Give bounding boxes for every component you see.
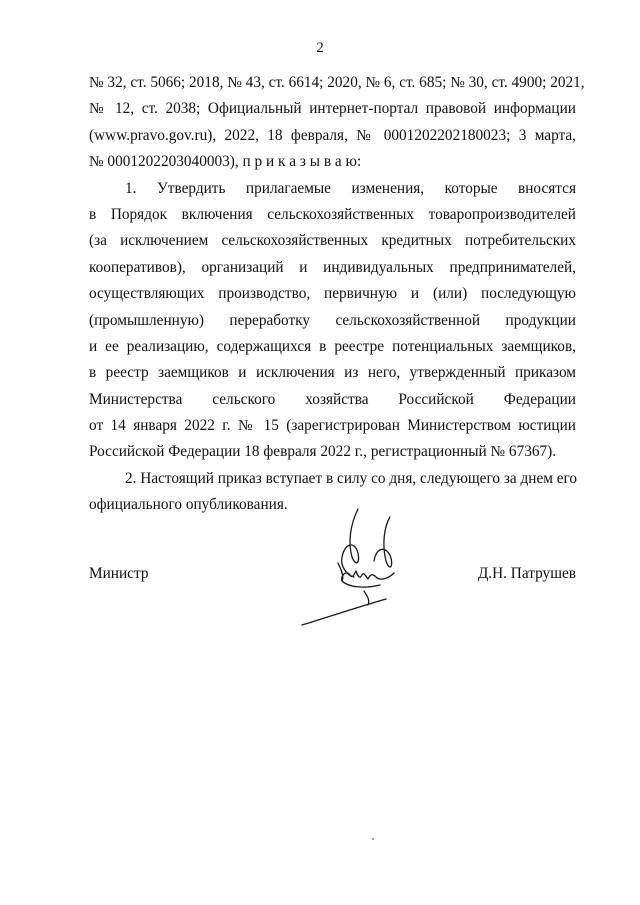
- text-line: Министерства сельского хозяйства Российской Федерации: [89, 390, 576, 408]
- page-number: 2: [316, 40, 324, 56]
- text-line: (за исключением сельскохозяйственных кредитных потребительских: [89, 232, 576, 250]
- text-line: кооперативов), организаций и индивидуальных предпринимателей,: [89, 258, 576, 276]
- text-line: осуществляющих производство, первичную и (или) последующую: [89, 285, 576, 303]
- text-line: официального опубликования.: [89, 496, 288, 514]
- paragraph-intro: [89, 70, 585, 176]
- text-line: 1. Утвердить прилагаемые изменения, которые вносятся: [125, 179, 576, 197]
- document-body: [89, 70, 585, 519]
- text-line: № 32, ст. 5066; 2018, № 43, ст. 6614; 2020, № 6, ст. 685; № 30, ст. 4900; 2021,: [89, 74, 585, 91]
- paragraph-1: [89, 176, 576, 466]
- text-line: № 12, ст. 2038; Официальный интернет-портал правовой информации: [89, 100, 576, 118]
- text-line: и ее реализацию, содержащихся в реестре потенциальных заемщиков,: [89, 337, 576, 355]
- signature-block: [89, 565, 576, 595]
- text-line: (www.pravo.gov.ru), 2022, 18 февраля, № 0001202202180023; 3 марта,: [89, 126, 576, 144]
- text-line: от 14 января 2022 г. № 15 (зарегистрирован Министерством юстиции: [89, 417, 576, 435]
- signatory-title: Министр: [89, 565, 149, 582]
- text-line: в реестр заемщиков и исключения из него, утвержденный приказом: [89, 364, 576, 382]
- text-line: (промышленную) переработку сельскохозяйственной продукции: [89, 311, 576, 329]
- text-line: № 0001202203040003), п р и к а з ы в а ю:: [89, 153, 362, 171]
- signatory-name: Д.Н. Патрушев: [477, 565, 576, 582]
- text-line: 2. Настоящий приказ вступает в силу со дня, следующего за днем его: [125, 469, 578, 487]
- text-line: Российской Федерации 18 февраля 2022 г., регистрационный № 67367).: [89, 443, 557, 461]
- scan-artifact: [372, 838, 374, 840]
- text-line: в Порядок включения сельскохозяйственных товаропроизводителей: [89, 205, 576, 223]
